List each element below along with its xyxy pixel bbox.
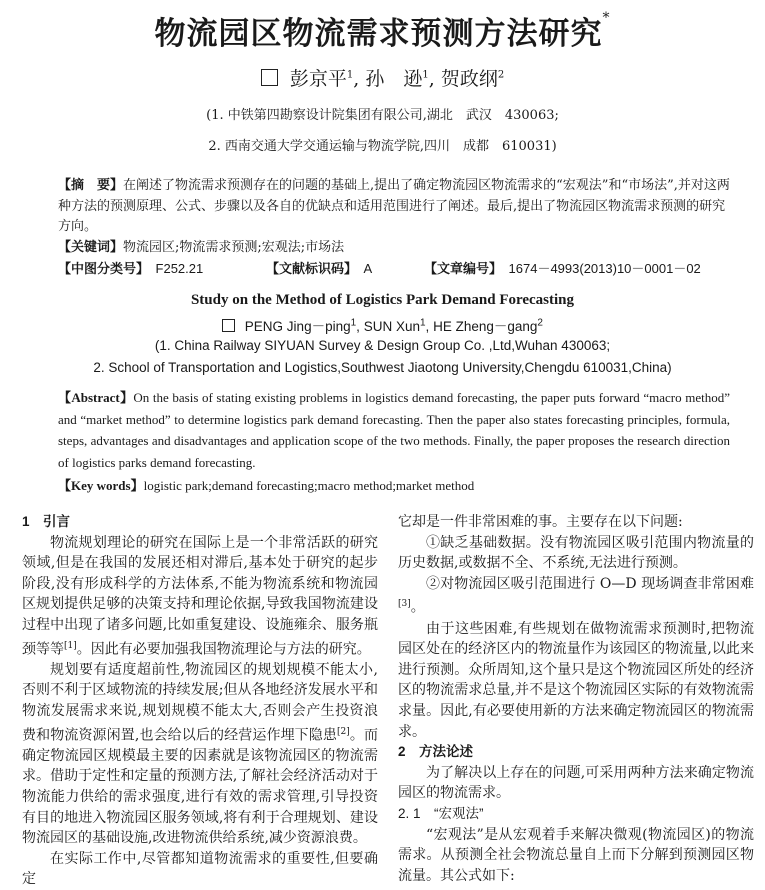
intro-paragraph-2: 规划要有适度超前性,物流园区的规划规模不能太小,否则不利于区域物流的持续发展;但从各地经济发展水平和物流发展需求来说,规划规模不能太大,否则会产生投资浪费和物流资源闲置,也会给以后的经营运作埋下隐患[2]。而确定物流园区规模最主要的因素就是该物流园区的物流需求。借助于定性和定量的预测方法,了解社会经济活动对于物流能力供给的需求强度,进行有效的需求管理,引导投资有目的地进入物流园区服务领域,将有利于合理规划、建设物流园区的基础设施,改进物流供给系统,减少资源浪费。 [22, 661, 379, 847]
citation-3: [3] [398, 599, 411, 610]
keywords-cn-label: 【关键词】 [58, 240, 124, 255]
intro-paragraph-3: 在实际工作中,尽管都知道物流需求的重要性,但要确定 [22, 850, 378, 888]
abstract-cn [58, 176, 730, 238]
doc-code-field: 【文献标识码】 A [266, 261, 373, 277]
keywords-en-text: logistic park;demand forecasting;macro method;market method [143, 478, 475, 493]
citation-1: [1] [64, 640, 77, 651]
section-2-1-heading: 2. 1 “宏观法” [398, 805, 484, 821]
english-author-1: PENG Jing－ping$^1$, [244, 317, 360, 334]
right-paragraph-1: 它却是一件非常困难的事。主要存在以下问题: [398, 514, 683, 530]
citation-2: [2] [337, 726, 350, 737]
problem-item-2: ②对物流园区吸引范围进行 O—D 现场调查非常困难[3]。 [398, 575, 754, 617]
clc-field: 【中图分类号】 F252.21 [58, 261, 204, 277]
keywords-en [58, 475, 730, 497]
abstract-en-label: 【Abstract】 [58, 390, 134, 405]
body-right-column [398, 512, 754, 886]
article-number-field: 【文章编号】 1674－4993(2013)10－0001－02 [424, 261, 701, 277]
abstract-cn-label: 【摘 要】 [58, 178, 124, 193]
checkbox-icon [222, 319, 235, 332]
abstract-en [58, 387, 730, 473]
author-line [0, 64, 765, 91]
abstract-cn-text: 在阐述了物流需求预测存在的问题的基础上,提出了确定物流园区物流需求的“宏观法”和“市场法”,并对这两种方法的预测原理、公式、步骤以及各自的优缺点和适用范围进行了阐述。最后,提出了物流园区物流需求预测的研究方向。 [58, 178, 730, 234]
affiliation-2: 2. 西南交通大学交通运输与物流学院,四川 成都 610031) [208, 139, 557, 154]
body-left-column [22, 512, 378, 890]
english-title: Study on the Method of Logistics Park Demand Forecasting [190, 292, 575, 308]
author-3: 贺政纲$^2$ [440, 68, 505, 90]
abstract-en-text: On the basis of stating existing problems in logistics demand forecasting, the paper puts forward “macro method” and “market method” to determine logistics park demand forecasting. Then the paper also states forecasting principles, formula, steps, advantages and disadvantages and application scope of the two methods. Finally, the paper proposes the research direction of logistics parks demand forecasting. [58, 390, 730, 470]
right-paragraph-2: 由于这些困难,有些规划在做物流需求预测时,把物流园区处在的经济区内的物流量作为该园区的物流量,以此来进行预测。众所周知,这个量只是这个物流园区所处的经济区的物流需求总量,并不是这个物流园区实际的有效物流需求量。因此,有必要使用新的方法来确定物流园区的物流需求。 [398, 620, 754, 740]
right-paragraph-4: “宏观法”是从宏观着手来解决微观(物流园区)的物流需求。从预测全社会物流总量自上而下分解到预测园区物流量。其公式如下: [398, 826, 754, 884]
checkbox-icon [261, 69, 278, 86]
right-paragraph-3: 为了解决以上存在的问题,可采用两种方法来确定物流园区的物流需求。 [398, 764, 754, 802]
author-2: 孙 逊$^1$, [365, 68, 435, 90]
keywords-en-label: 【Key words】 [58, 478, 144, 493]
affiliation-1: (1. 中铁第四勘察设计院集团有限公司,湖北 武汉 430063; [206, 108, 559, 123]
english-author-2: SUN Xun$^1$, [363, 317, 430, 334]
english-affiliation-1: (1. China Railway SIYUAN Survey & Design Group Co. ,Ltd,Wuhan 430063; [154, 338, 611, 353]
author-1: 彭京平$^1$, [289, 68, 360, 90]
english-author-3: HE Zheng－gang$^2$ [433, 317, 543, 334]
keywords-cn [58, 238, 730, 259]
title-footnote-mark: * [602, 10, 611, 26]
intro-paragraph-1: 物流规划理论的研究在国际上是一个非常活跃的研究领域,但是在我国的发展还相对滞后,基本处于研究的起步阶段,没有形成科学的方法体系,不能为物流系统和物流园区规划提供足够的决策支持和理论依据,导致我国物流建设过程中出现了诸多问题,比如重复建设、设施雍余、服务瓶颈等等[1]。因此有必要加强我国物流理论与方法的研究。 [22, 534, 378, 658]
english-author-line [0, 315, 765, 335]
paper-title: 物流园区物流需求预测方法研究* [154, 10, 611, 52]
english-affiliation-2: 2. School of Transportation and Logistics,Southwest Jiaotong University,Chengdu 610031,China) [93, 360, 672, 375]
keywords-cn-text: 物流园区;物流需求预测;宏观法;市场法 [123, 240, 345, 255]
problem-item-1: ①缺乏基础数据。没有物流园区吸引范围内物流量的历史数据,或数据不全、不系统,无法进行预测。 [398, 534, 754, 572]
section-2-heading: 2 方法论述 [398, 744, 474, 760]
section-1-heading: 1 引言 [22, 514, 71, 529]
